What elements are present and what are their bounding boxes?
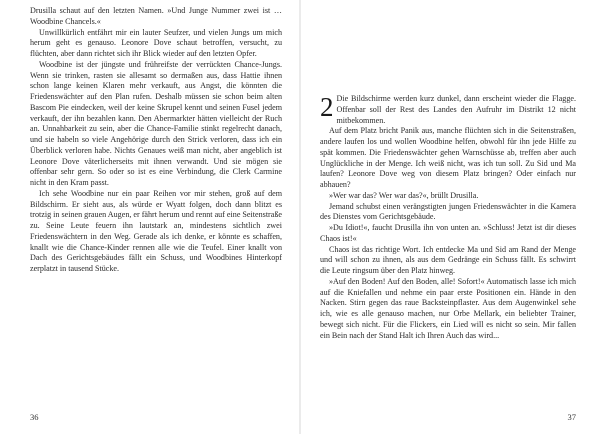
paragraph: Die Bildschirme werden kurz dunkel, dann erscheint wieder die Flagge. Offenbar soll der Rest des Landes den Aufruhr im Distrikt 12 nicht mitbekommen. (336, 94, 576, 125)
right-page (300, 0, 600, 434)
page-number-right: 37 (567, 412, 576, 422)
paragraph: »Du Idiot!«, faucht Drusilla ihn von unten an. »Schluss! Jetzt ist dir dieses Chaos ist!« (320, 223, 576, 243)
left-page-text (30, 6, 282, 275)
paragraph: Unwillkürlich entfährt mir ein lauter Seufzer, und vielen Jungs um mich herum geht es genauso. Leonore Dove schaut betroffen, versucht, zu flüchten, aber dann richtet sich ihr Blick wieder auf den letzten Opfer. (30, 27, 282, 58)
paragraph: Woodbine ist der jüngste und frühreifste der verrückten Chance-Jungs. Wenn sie trinken, rasten sie allesamt so dermaßen aus, dass Hattie ihnen schon lange keinen Klaren mehr verkauft, aus Angst, die könnten die Friedenswächter auf den Plan rufen. Deshalb müssen sie schon beim alten Bascom Pie eindecken, weil der keine Skrupel kennt und seinen Fusel jedem verkauft, der ihn bezahlen kann. Den Abermarkter hätten vielleicht der Ruch an. Unnahbarkeit zu sein, aber die Chance-Familie stinkt regelrecht danach, und sie habeln so viele Angehörige durch den Strick verloren, dass ich ein Überblick verloren habe. Nichts Genaues weiß man nicht, aber angeblich ist Leonore Dove väterlicherseits mit ihnen verwandt. Und sie mögen sie offenbar sehr gern. So oder so ist es eine Verbindung, die Clerk Carmine nicht in den Kram passt. (30, 59, 282, 187)
paragraph: Ich sehe Woodbine nur ein paar Reihen vor mir stehen, groß auf dem Bildschirm. Er sieht aus, als würde er Wyatt folgen, doch dann blitzt es trotzig in seinen grauen Augen, er fährt herum und rennt auf eine Seitenstraße zu. Seine Leute feuern ihn lautstark an, mindestens sichtlich zwei Friedenswächtern in den Weg. Gerade als ich denke, er könnte es schaffen, knallt wie die Chance-Kinder rennen alle wie die Teufel. Einer knallt von Dach des Gerichtsgebäudes fällt ein Schuss, und Woodbines Hinterkopf zerplatzt in tausend Stücke. (30, 188, 282, 273)
paragraph: »Auf den Boden! Auf den Boden, alle! Sofort!« Automatisch lasse ich mich auf die Kniefallen und nehme ein paar erste Positionen ein. Hände in den Nacken. Stirn gegen das raue Backsteinpflaster. Aus dem Augenwinkel sehe ich, wie es alle genauso machen, nur Orbe Mellark, ein beliebter Trainer, bewegt sich nicht. Für die Flickers, ein Lied will es nicht so sein. Mir fallen ein Bein nach der Stand Halt ich Ihren Auch das wird... (320, 276, 576, 340)
paragraph: Chaos ist das richtige Wort. Ich entdecke Ma und Sid am Rand der Menge und will schon zu ihnen, als aus dem Gedränge ein Schuss fällt. Es schwirrt die Leute ringsum über den Platz hinweg. (320, 244, 576, 275)
paragraph: »Wer war das? Wer war das?«, brüllt Drusilla. (329, 190, 479, 200)
right-page-text (320, 94, 576, 341)
chapter-number: 2 (320, 92, 334, 122)
paragraph: Drusilla schaut auf den letzten Namen. »Und Junge Nummer zwei ist … Woodbine Chancels.« (30, 6, 282, 26)
page-number-left: 36 (30, 412, 39, 422)
paragraph: Jemand schubst einen verängstigten jungen Friedenswächter in die Kamera des Dienstes vom Gerichtsgebäude. (320, 201, 576, 222)
paragraph: Auf dem Platz bricht Panik aus, manche flüchten sich in die Seitenstraßen, andere laufen los und wollen Woodbine helfen, obwohl für ihn jede Hilfe zu spät kommen. Die Friedenswächter gehen Warnschüsse ab, treffen aber auch Unglückliche in der Menge. Ich weiß nicht, was ich tun soll. Zu Sid und Ma laufen? Leonore Dove weg von diesem Platz bringen? Oder einfach nur abhauen? (320, 126, 576, 189)
